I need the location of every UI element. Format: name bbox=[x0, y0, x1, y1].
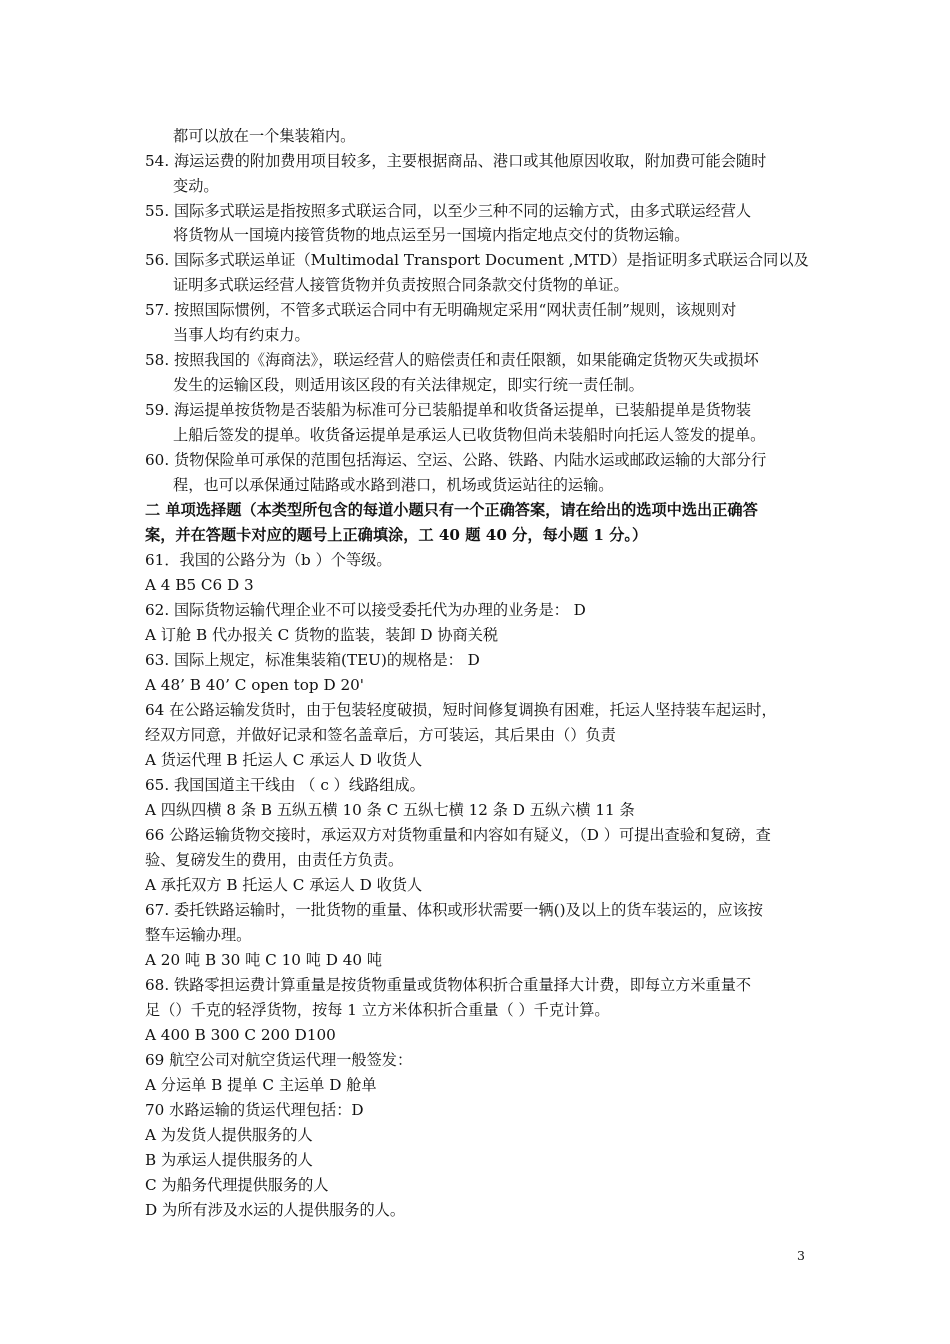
text-line: 当事人均有约束力。 bbox=[173, 326, 310, 344]
question-64: 64 在公路运输发货时，由于包装轻度破损，短时间修复调换有困难，托运人坚持装车起运时， bbox=[145, 701, 777, 719]
option-70-c: C 为船务代理提供服务的人 bbox=[145, 1176, 329, 1194]
options-64: A 货运代理 B 托运人 C 承运人 D 收货人 bbox=[145, 751, 423, 769]
question-67: 67. 委托铁路运输时，一批货物的重量、体积或形状需要一辆()及以上的货车装运的，应该按 bbox=[145, 901, 763, 919]
options-61: A 4 B5 C6 D 3 bbox=[145, 576, 254, 594]
text-line: 将货物从一国境内接管货物的地点运至另一国境内指定地点交付的货物运输。 bbox=[173, 226, 690, 244]
options-67: A 20 吨 B 30 吨 C 10 吨 D 40 吨 bbox=[145, 951, 383, 969]
option-70-d: D 为所有涉及水运的人提供服务的人。 bbox=[145, 1201, 406, 1219]
option-70-a: A 为发货人提供服务的人 bbox=[145, 1126, 313, 1144]
question-62: 62. 国际货物运输代理企业不可以接受委托代为办理的业务是： D bbox=[145, 601, 586, 619]
question-68-cont: 足（）千克的轻浮货物，按每 1 立方米体积折合重量（ ）千克计算。 bbox=[145, 1001, 610, 1019]
item-56: 56. 国际多式联运单证（Multimodal Transport Document ,MTD）是指证明多式联运合同以及 bbox=[145, 251, 809, 269]
item-54: 54. 海运运费的附加费用项目较多，主要根据商品、港口或其他原因收取，附加费可能会随时 bbox=[145, 152, 767, 170]
item-59: 59. 海运提单按货物是否装船为标准可分已装船提单和收货备运提单，已装船提单是货物装 bbox=[145, 401, 752, 419]
question-67-cont: 整车运输办理。 bbox=[145, 926, 252, 944]
page-number: 3 bbox=[797, 1248, 805, 1263]
item-60: 60. 货物保险单可承保的范围包括海运、空运、公路、铁路、内陆水运或邮政运输的大部分行 bbox=[145, 451, 767, 469]
options-65: A 四纵四横 8 条 B 五纵五横 10 条 C 五纵七横 12 条 D 五纵六横 11 条 bbox=[145, 801, 635, 819]
item-57: 57. 按照国际惯例，不管多式联运合同中有无明确规定采用“网状责任制”规则，该规则对 bbox=[145, 301, 737, 319]
question-68: 68. 铁路零担运费计算重量是按货物重量或货物体积折合重量择大计费，即每立方米重量不 bbox=[145, 976, 752, 994]
text-line: 发生的运输区段，则适用该区段的有关法律规定，即实行统一责任制。 bbox=[173, 376, 644, 394]
text-line: 程，也可以承保通过陆路或水路到港口，机场或货运站往的运输。 bbox=[173, 476, 614, 494]
question-64-cont: 经双方同意，并做好记录和签名盖章后，方可装运，其后果由（）负责 bbox=[145, 726, 616, 744]
options-66: A 承托双方 B 托运人 C 承运人 D 收货人 bbox=[145, 876, 423, 894]
item-58: 58. 按照我国的《海商法》，联运经营人的赔偿责任和责任限额，如果能确定货物灭失或损坏 bbox=[145, 351, 759, 369]
question-61: 61．我国的公路分为（b ）个等级。 bbox=[145, 551, 392, 569]
text-line: 证明多式联运经营人接管货物并负责按照合同条款交付货物的单证。 bbox=[173, 276, 629, 294]
question-66-cont: 验、复磅发生的费用，由责任方负责。 bbox=[145, 851, 404, 869]
question-66: 66 公路运输货物交接时，承运双方对货物重量和内容如有疑义，（D ）可提出查验和复磅，查 bbox=[145, 826, 771, 844]
text-line: 变动。 bbox=[173, 177, 219, 195]
section-heading: 二 单项选择题（本类型所包含的每道小题只有一个正确答案，请在给出的选项中选出正确答 bbox=[145, 501, 758, 519]
options-63: A 48’ B 40’ C open top D 20' bbox=[145, 676, 364, 694]
question-63: 63. 国际上规定，标准集装箱(TEU)的规格是： D bbox=[145, 651, 480, 669]
section-heading-cont: 案，并在答题卡对应的题号上正确填涂，工 40 题 40 分，每小题 1 分。） bbox=[145, 526, 648, 544]
text-line: 上船后签发的提单。收货备运提单是承运人已收货物但尚未装船时向托运人签发的提单。 bbox=[173, 426, 766, 444]
question-69: 69 航空公司对航空货运代理一般签发： bbox=[145, 1051, 413, 1069]
options-62: A 订舱 B 代办报关 C 货物的监装，装卸 D 协商关税 bbox=[145, 626, 499, 644]
options-69: A 分运单 B 提单 C 主运单 D 舱单 bbox=[145, 1076, 377, 1094]
question-65: 65. 我国国道主干线由 （ c ）线路组成。 bbox=[145, 776, 425, 794]
text-line: 都可以放在一个集装箱内。 bbox=[173, 127, 356, 145]
option-70-b: B 为承运人提供服务的人 bbox=[145, 1151, 313, 1169]
question-70: 70 水路运输的货运代理包括：D bbox=[145, 1101, 364, 1119]
item-55: 55. 国际多式联运是指按照多式联运合同，以至少三种不同的运输方式，由多式联运经营人 bbox=[145, 202, 752, 220]
options-68: A 400 B 300 C 200 D100 bbox=[145, 1026, 336, 1044]
